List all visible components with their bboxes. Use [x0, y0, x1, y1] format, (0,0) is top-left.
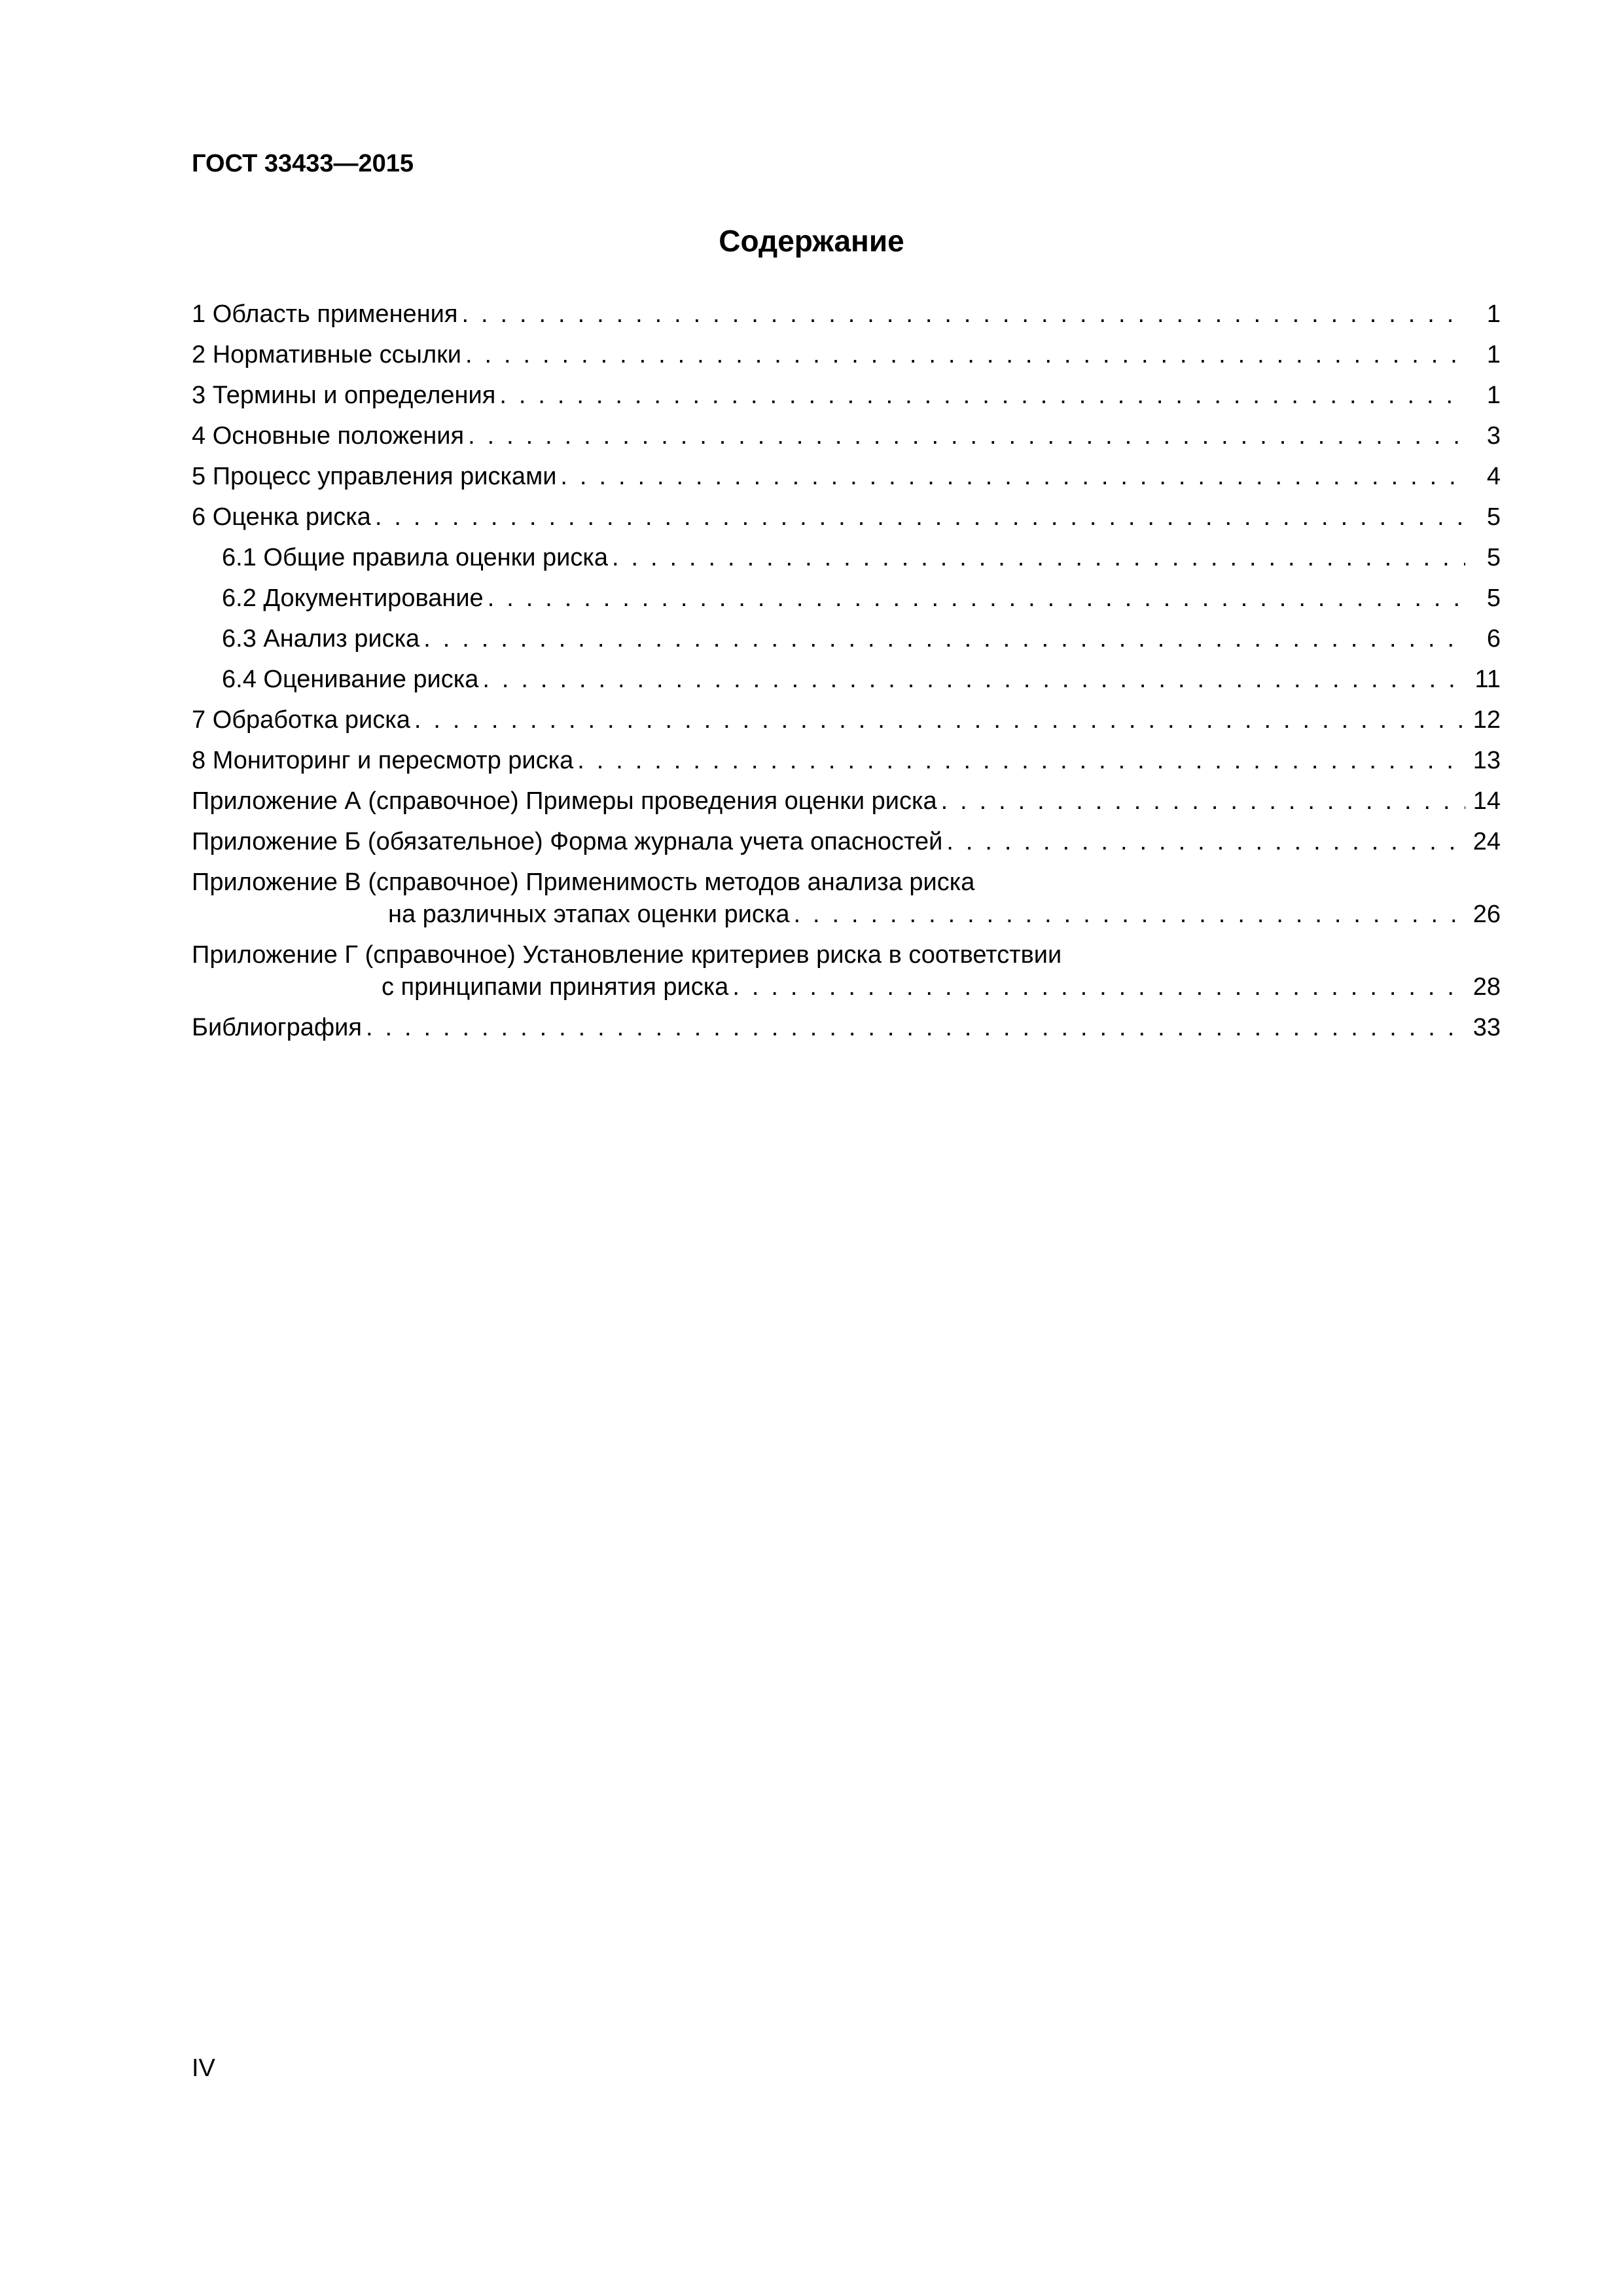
toc-leader-dots	[732, 971, 1465, 1003]
toc-leader-dots	[946, 826, 1465, 858]
toc-leader-dots	[468, 420, 1465, 452]
toc-entry-page: 5	[1486, 503, 1501, 531]
toc-entry-page: 4	[1486, 463, 1501, 490]
toc-entry-bibliography[interactable]	[192, 1012, 1501, 1044]
toc-entry-1[interactable]	[192, 298, 1501, 331]
toc-entry-appendix-a[interactable]	[192, 785, 1501, 817]
toc-entry-label: 2 Нормативные ссылки	[192, 341, 461, 368]
toc-entry-page: 33	[1472, 1014, 1501, 1041]
toc-entry-label-line2: на различных этапах оценки риска	[388, 901, 790, 928]
toc-entry-page: 1	[1486, 300, 1501, 328]
toc-entry-page: 24	[1472, 828, 1501, 855]
toc-leader-dots	[423, 623, 1465, 655]
toc-entry-label: 6 Оценка риска	[192, 503, 371, 531]
toc-leader-dots	[793, 899, 1465, 931]
toc-entry-label-line1: Приложение Г (справочное) Установление критериев риска в соответствии	[192, 941, 1062, 969]
toc-entry-7[interactable]	[192, 704, 1501, 736]
toc-entry-8[interactable]	[192, 745, 1501, 777]
toc-leader-dots	[461, 298, 1465, 331]
toc-entry-page: 26	[1472, 901, 1501, 928]
toc-entry-6-2[interactable]	[192, 583, 1501, 615]
toc-entry-page: 3	[1486, 422, 1501, 450]
toc-leader-dots	[414, 704, 1465, 736]
toc-entry-label: Библиография	[192, 1014, 362, 1041]
toc-entry-label: 8 Мониторинг и пересмотр риска	[192, 747, 574, 774]
toc-entry-page: 28	[1472, 973, 1501, 1001]
toc-entry-6-4[interactable]	[192, 664, 1501, 696]
toc-entry-page: 12	[1472, 706, 1501, 734]
toc-leader-dots	[482, 664, 1465, 696]
toc-entry-6-1[interactable]	[192, 542, 1501, 574]
toc-entry-label: Приложение А (справочное) Примеры проведения оценки риска	[192, 787, 937, 815]
toc-entry-page: 1	[1486, 341, 1501, 368]
toc-leader-dots	[612, 542, 1465, 574]
contents-title: Содержание	[719, 224, 904, 258]
table-of-contents	[192, 298, 1501, 1052]
toc-entry-label: 7 Обработка риска	[192, 706, 410, 734]
toc-entry-label: 6.3 Анализ риска	[222, 625, 420, 653]
toc-entry-continuation	[192, 899, 1501, 931]
toc-leader-dots	[465, 339, 1465, 371]
toc-entry-label: 6.2 Документирование	[222, 584, 484, 612]
toc-entry-label: 1 Область применения	[192, 300, 458, 328]
toc-leader-dots	[941, 785, 1465, 817]
toc-entry-page: 5	[1486, 584, 1501, 612]
toc-entry-label: 4 Основные положения	[192, 422, 465, 450]
toc-entry-label: 6.1 Общие правила оценки риска	[222, 544, 608, 571]
toc-entry-5[interactable]	[192, 461, 1501, 493]
toc-entry-label: 5 Процесс управления рисками	[192, 463, 557, 490]
toc-entry-4[interactable]	[192, 420, 1501, 452]
toc-entry-page: 1	[1486, 382, 1501, 409]
toc-leader-dots	[499, 380, 1465, 412]
toc-entry-3[interactable]	[192, 380, 1501, 412]
toc-entry-appendix-v[interactable]	[192, 867, 1501, 931]
document-code: ГОСТ 33433—2015	[192, 150, 414, 177]
toc-leader-dots	[375, 501, 1465, 533]
toc-leader-dots	[577, 745, 1465, 777]
toc-entry-page: 13	[1472, 747, 1501, 774]
toc-leader-dots	[560, 461, 1465, 493]
toc-entry-6[interactable]	[192, 501, 1501, 533]
toc-entry-continuation	[192, 971, 1501, 1003]
toc-entry-appendix-g[interactable]	[192, 939, 1501, 1003]
toc-entry-page: 11	[1474, 666, 1501, 693]
toc-entry-page: 6	[1486, 625, 1501, 653]
toc-entry-6-3[interactable]	[192, 623, 1501, 655]
toc-leader-dots	[366, 1012, 1465, 1044]
page-number: IV	[192, 2054, 215, 2082]
toc-entry-page: 5	[1486, 544, 1501, 571]
toc-entry-label: 6.4 Оценивание риска	[222, 666, 479, 693]
toc-entry-appendix-b[interactable]	[192, 826, 1501, 858]
toc-entry-label: Приложение Б (обязательное) Форма журнала учета опасностей	[192, 828, 943, 855]
toc-entry-label-line2: с принципами принятия риска	[382, 973, 729, 1001]
toc-entry-label: 3 Термины и определения	[192, 382, 496, 409]
toc-leader-dots	[488, 583, 1465, 615]
toc-entry-label-line1: Приложение В (справочное) Применимость методов анализа риска	[192, 869, 975, 896]
toc-entry-2[interactable]	[192, 339, 1501, 371]
toc-entry-page: 14	[1472, 787, 1501, 815]
